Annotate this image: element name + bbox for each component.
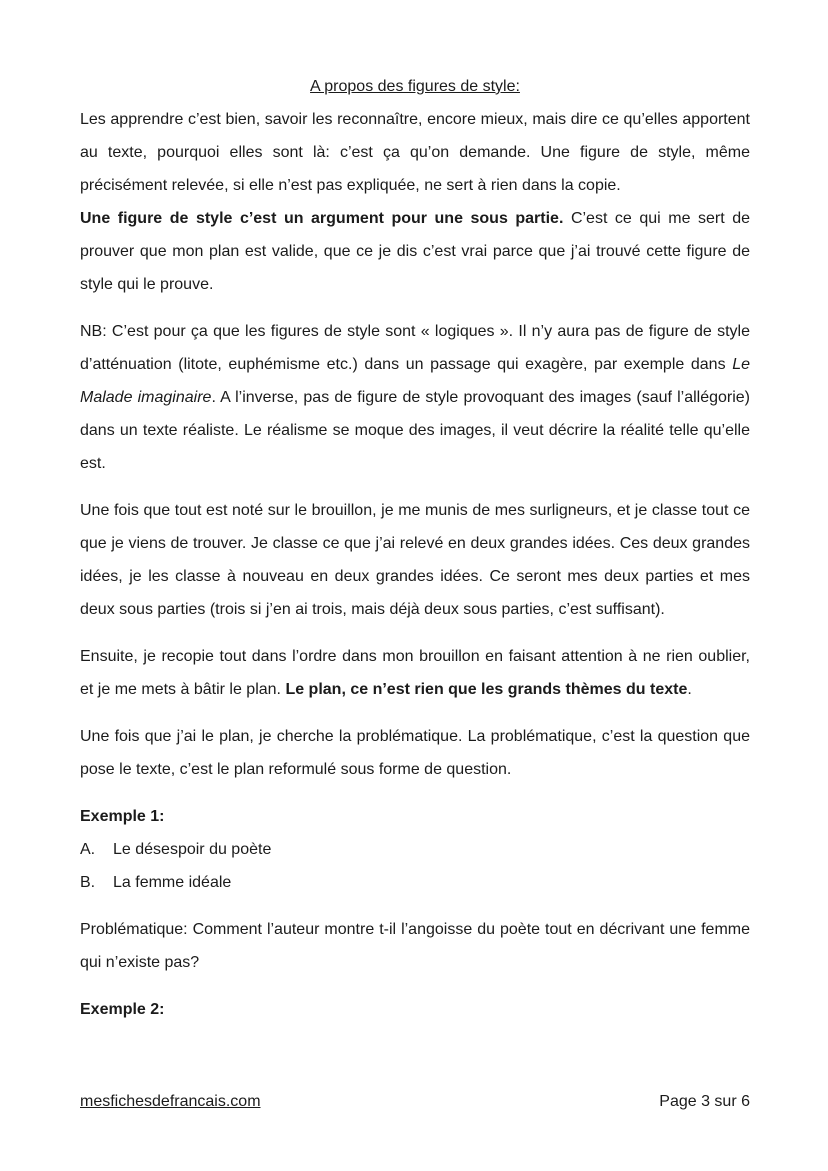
plan-text-end: . <box>687 681 692 698</box>
list-text-a: Le désespoir du poète <box>113 841 272 858</box>
paragraph-gap <box>80 626 750 640</box>
list-marker-b: B. <box>80 874 96 891</box>
paragraph-problematique-question: Problématique: Comment l’auteur montre t-il l’angoisse du poète tout en décrivant une femme qui n’existe pas? <box>80 921 750 971</box>
paragraph-gap <box>80 786 750 800</box>
exemple1-heading: Exemple 1: <box>80 808 165 825</box>
paragraph-gap <box>80 706 750 720</box>
exemple2-heading: Exemple 2: <box>80 1001 165 1018</box>
paragraph-plan <box>80 640 750 706</box>
list-text-b: La femme idéale <box>113 874 232 891</box>
paragraph-gap <box>80 480 750 494</box>
paragraph-gap <box>80 301 750 315</box>
paragraph-classement: Une fois que tout est noté sur le brouillon, je me munis de mes surligneurs, et je classe tout ce que je viens de trouver. Je classe ce que j’ai relevé en deux grandes idées. Ces deux grandes idées, je les classe à nouveau en deux grandes idées. Ce seront mes deux parties et mes deux sous parties (trois si j’en ai trois, mais déjà deux sous parties, c’est suffisant). <box>80 502 750 618</box>
paragraph-problematique-definition: Une fois que j’ai le plan, je cherche la problématique. La problématique, c’est la question que pose le texte, c’est le plan reformulé sous forme de question. <box>80 728 750 778</box>
paragraph-argument <box>80 202 750 301</box>
paragraph-intro: Les apprendre c’est bien, savoir les reconnaître, encore mieux, mais dire ce qu’elles apportent au texte, pourquoi elles sont là: c’est ça qu’on demande. Une figure de style, même précisément relevée, si elle n’est pas expliquée, ne sert à rien dans la copie. <box>80 111 750 194</box>
plan-text-start: Ensuite, je recopie tout dans l’ordre dans mon brouillon en faisant attention à ne rien oublier, et je me mets à bâtir le plan. <box>80 648 750 698</box>
list-item-a <box>80 833 750 866</box>
page-number: Page 3 sur 6 <box>659 1093 750 1110</box>
book-title-italic: Le Malade imaginaire <box>80 356 750 406</box>
nb-text-start: NB: C’est pour ça que les figures de style sont « logiques ». Il n’y aura pas de figure de style d’atténuation (litote, euphémisme etc.) dans un passage qui exagère, par exemple dans <box>80 323 750 373</box>
plan-bold-sentence: Le plan, ce n’est rien que les grands thèmes du texte <box>285 681 688 698</box>
document-content <box>80 70 750 1026</box>
page-title: A propos des figures de style: <box>310 78 520 95</box>
paragraph-gap <box>80 899 750 913</box>
website-link[interactable]: mesfichesdefrancais.com <box>80 1093 261 1110</box>
nb-text-end: . A l’inverse, pas de figure de style provoquant des images (sauf l’allégorie) dans un texte réaliste. Le réalisme se moque des images, il veut décrire la réalité telle qu’elle est. <box>80 389 751 472</box>
argument-bold-sentence: Une figure de style c’est un argument pour une sous partie. <box>80 210 564 227</box>
paragraph-gap <box>80 979 750 993</box>
list-item-b <box>80 866 750 899</box>
page-footer <box>80 1092 750 1112</box>
list-marker-a: A. <box>80 841 96 858</box>
paragraph-nb <box>80 315 750 480</box>
argument-continuation: C’est ce qui me sert de prouver que mon plan est valide, que ce je dis c’est vrai parce que j’ai trouvé cette figure de style qui le prouve. <box>80 210 750 293</box>
